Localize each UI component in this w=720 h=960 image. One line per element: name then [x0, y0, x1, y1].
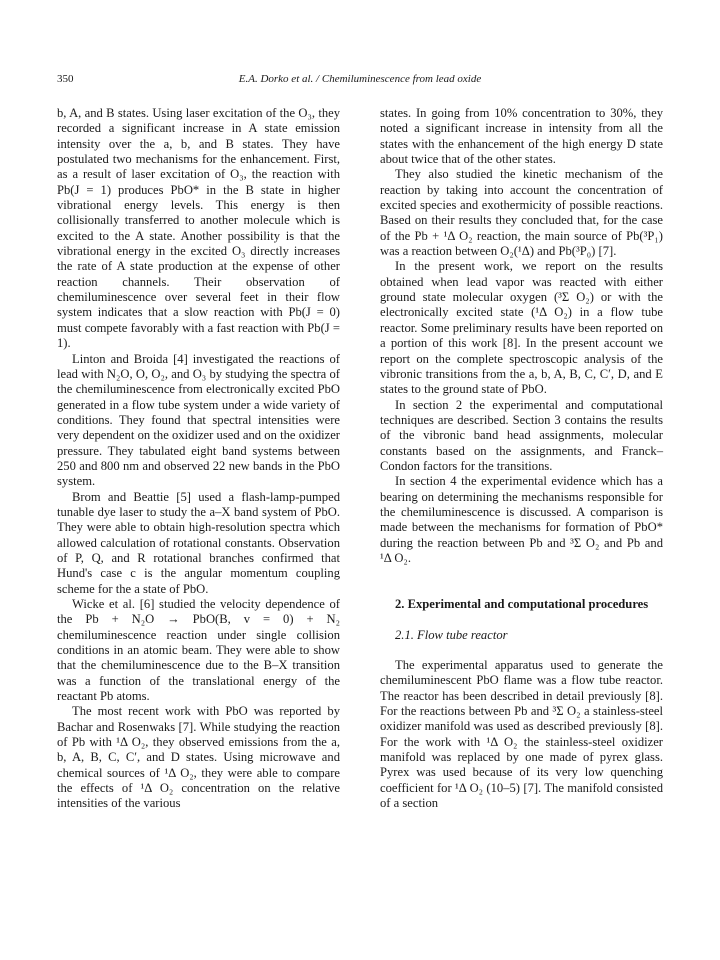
paragraph: In section 2 the experimental and computational techniques are described. Section 3 contains the results of the vibronic band head assignments, molecular constants based on the assignments, and Franck–Condon factors for the transitions.	[380, 397, 663, 473]
paragraph: In the present work, we report on the results obtained when lead vapor was reacted with either ground state molecular oxygen (³Σ O₂) or with the electronically excited state (¹Δ O₂) in a flow tube reactor. Some preliminary results have been reported on a portion of this work [8]. In the present account we report on the complete spectroscopic analysis of the vibronic transitions from the a, b, A, B, C, C′, D, and E states to the ground state of PbO.	[380, 259, 663, 397]
paragraph: Wicke et al. [6] studied the velocity dependence of the Pb + N₂O → PbO(B, v = 0) + N₂ chemiluminescence reaction under single collision conditions in an atomic beam. They were able to show that the chemiluminescence due to the B–X transition was a function of the translational energy of the reactant Pb atoms.	[57, 597, 340, 704]
section-heading: 2. Experimental and computational procedures	[395, 597, 649, 612]
paragraph: The most recent work with PbO was reported by Bachar and Rosenwaks [7]. While studying the reaction of Pb with ¹Δ O₂, they observed emissions from the a, b, A, B, C, C′, and D states. Using microwave and chemical sources of ¹Δ O₂, they were able to compare the effects of ¹Δ O₂ concentration on the relative intensities of the various	[57, 704, 340, 811]
paragraph: states. In going from 10% concentration to 30%, they noted a significant increase in intensity from all the states with the enhancement of the high energy D state about twice that of the other states.	[380, 106, 663, 167]
subsection-heading: 2.1. Flow tube reactor	[395, 627, 508, 642]
page-number: 350	[57, 73, 74, 85]
paragraph: In section 4 the experimental evidence which has a bearing on determining the mechanisms responsible for the chemiluminescence is discussed. A comparison is made between the mechanisms for formation of PbO* during the reaction between Pb and ³Σ O₂ and Pb and ¹Δ O₂.	[380, 474, 663, 565]
left-column	[57, 106, 340, 812]
page-header	[57, 73, 663, 89]
running-title: E.A. Dorko et al. / Chemiluminescence from lead oxide	[238, 73, 482, 85]
paragraph: Linton and Broida [4] investigated the reactions of lead with N₂O, O, O₂, and O₃ by studying the spectra of the chemiluminescence from electronically excited PbO generated in a flow tube system under a wide variety of conditions. They found that spectral intensities were very dependent on the oxidizer used and on the oxidizer pressure. They tabulated eight band systems between 250 and 800 nm and observed 22 new bands in the PbO system.	[57, 351, 340, 489]
paragraph: Brom and Beattie [5] used a flash-lamp-pumped tunable dye laser to study the a–X band system of PbO. They were able to obtain high-resolution spectra which allowed calculation of rotational constants. Observation of P, Q, and R rotational branches confirmed that Hund's case c is the angular momentum coupling scheme for the a state of PbO.	[57, 489, 340, 596]
right-column	[380, 106, 663, 811]
paragraph: The experimental apparatus used to generate the chemiluminescent PbO flame was a flow tube reactor. The reactor has been described in detail previously [8]. For the reactions between Pb and ³Σ O₂ a stainless-steel oxidizer manifold was used as described previously [8]. For the work with ¹Δ O₂ the stainless-steel oxidizer manifold was replaced by one made of pyrex glass. Pyrex was used because of its very low quenching coefficient for ¹Δ O₂ (10–5) [7]. The manifold consisted of a section	[380, 658, 663, 811]
paragraph: They also studied the kinetic mechanism of the reaction by taking into account the concentration of excited species and exothermicity of possible reactions. Based on their results they concluded that, for the case of the Pb + ¹Δ O₂ reaction, the main source of Pb(³P₁) was a reaction between O₂(¹Δ) and Pb(³P₀) [7].	[380, 167, 663, 259]
paragraph: b, A, and B states. Using laser excitation of the O₃, they recorded a significant increase in A state emission intensity over the a, b, and B states. They have postulated two mechanisms for the enhancement. First, as a result of laser excitation of O₃, the reaction with Pb(J = 1) produces PbO* in the B state in higher vibrational energy levels. This energy is then collisionally transferred to another molecule which is excited to the A state. Another possibility is that the vibrational energy in the excited O₃ directly increases the rate of A state production at the expense of other reaction channels. Their observation of chemiluminescence over several feet in their flow system indicates that a slow reaction with Pb(J = 0) must compete favorably with a fast reaction with Pb(J = 1).	[57, 106, 340, 351]
